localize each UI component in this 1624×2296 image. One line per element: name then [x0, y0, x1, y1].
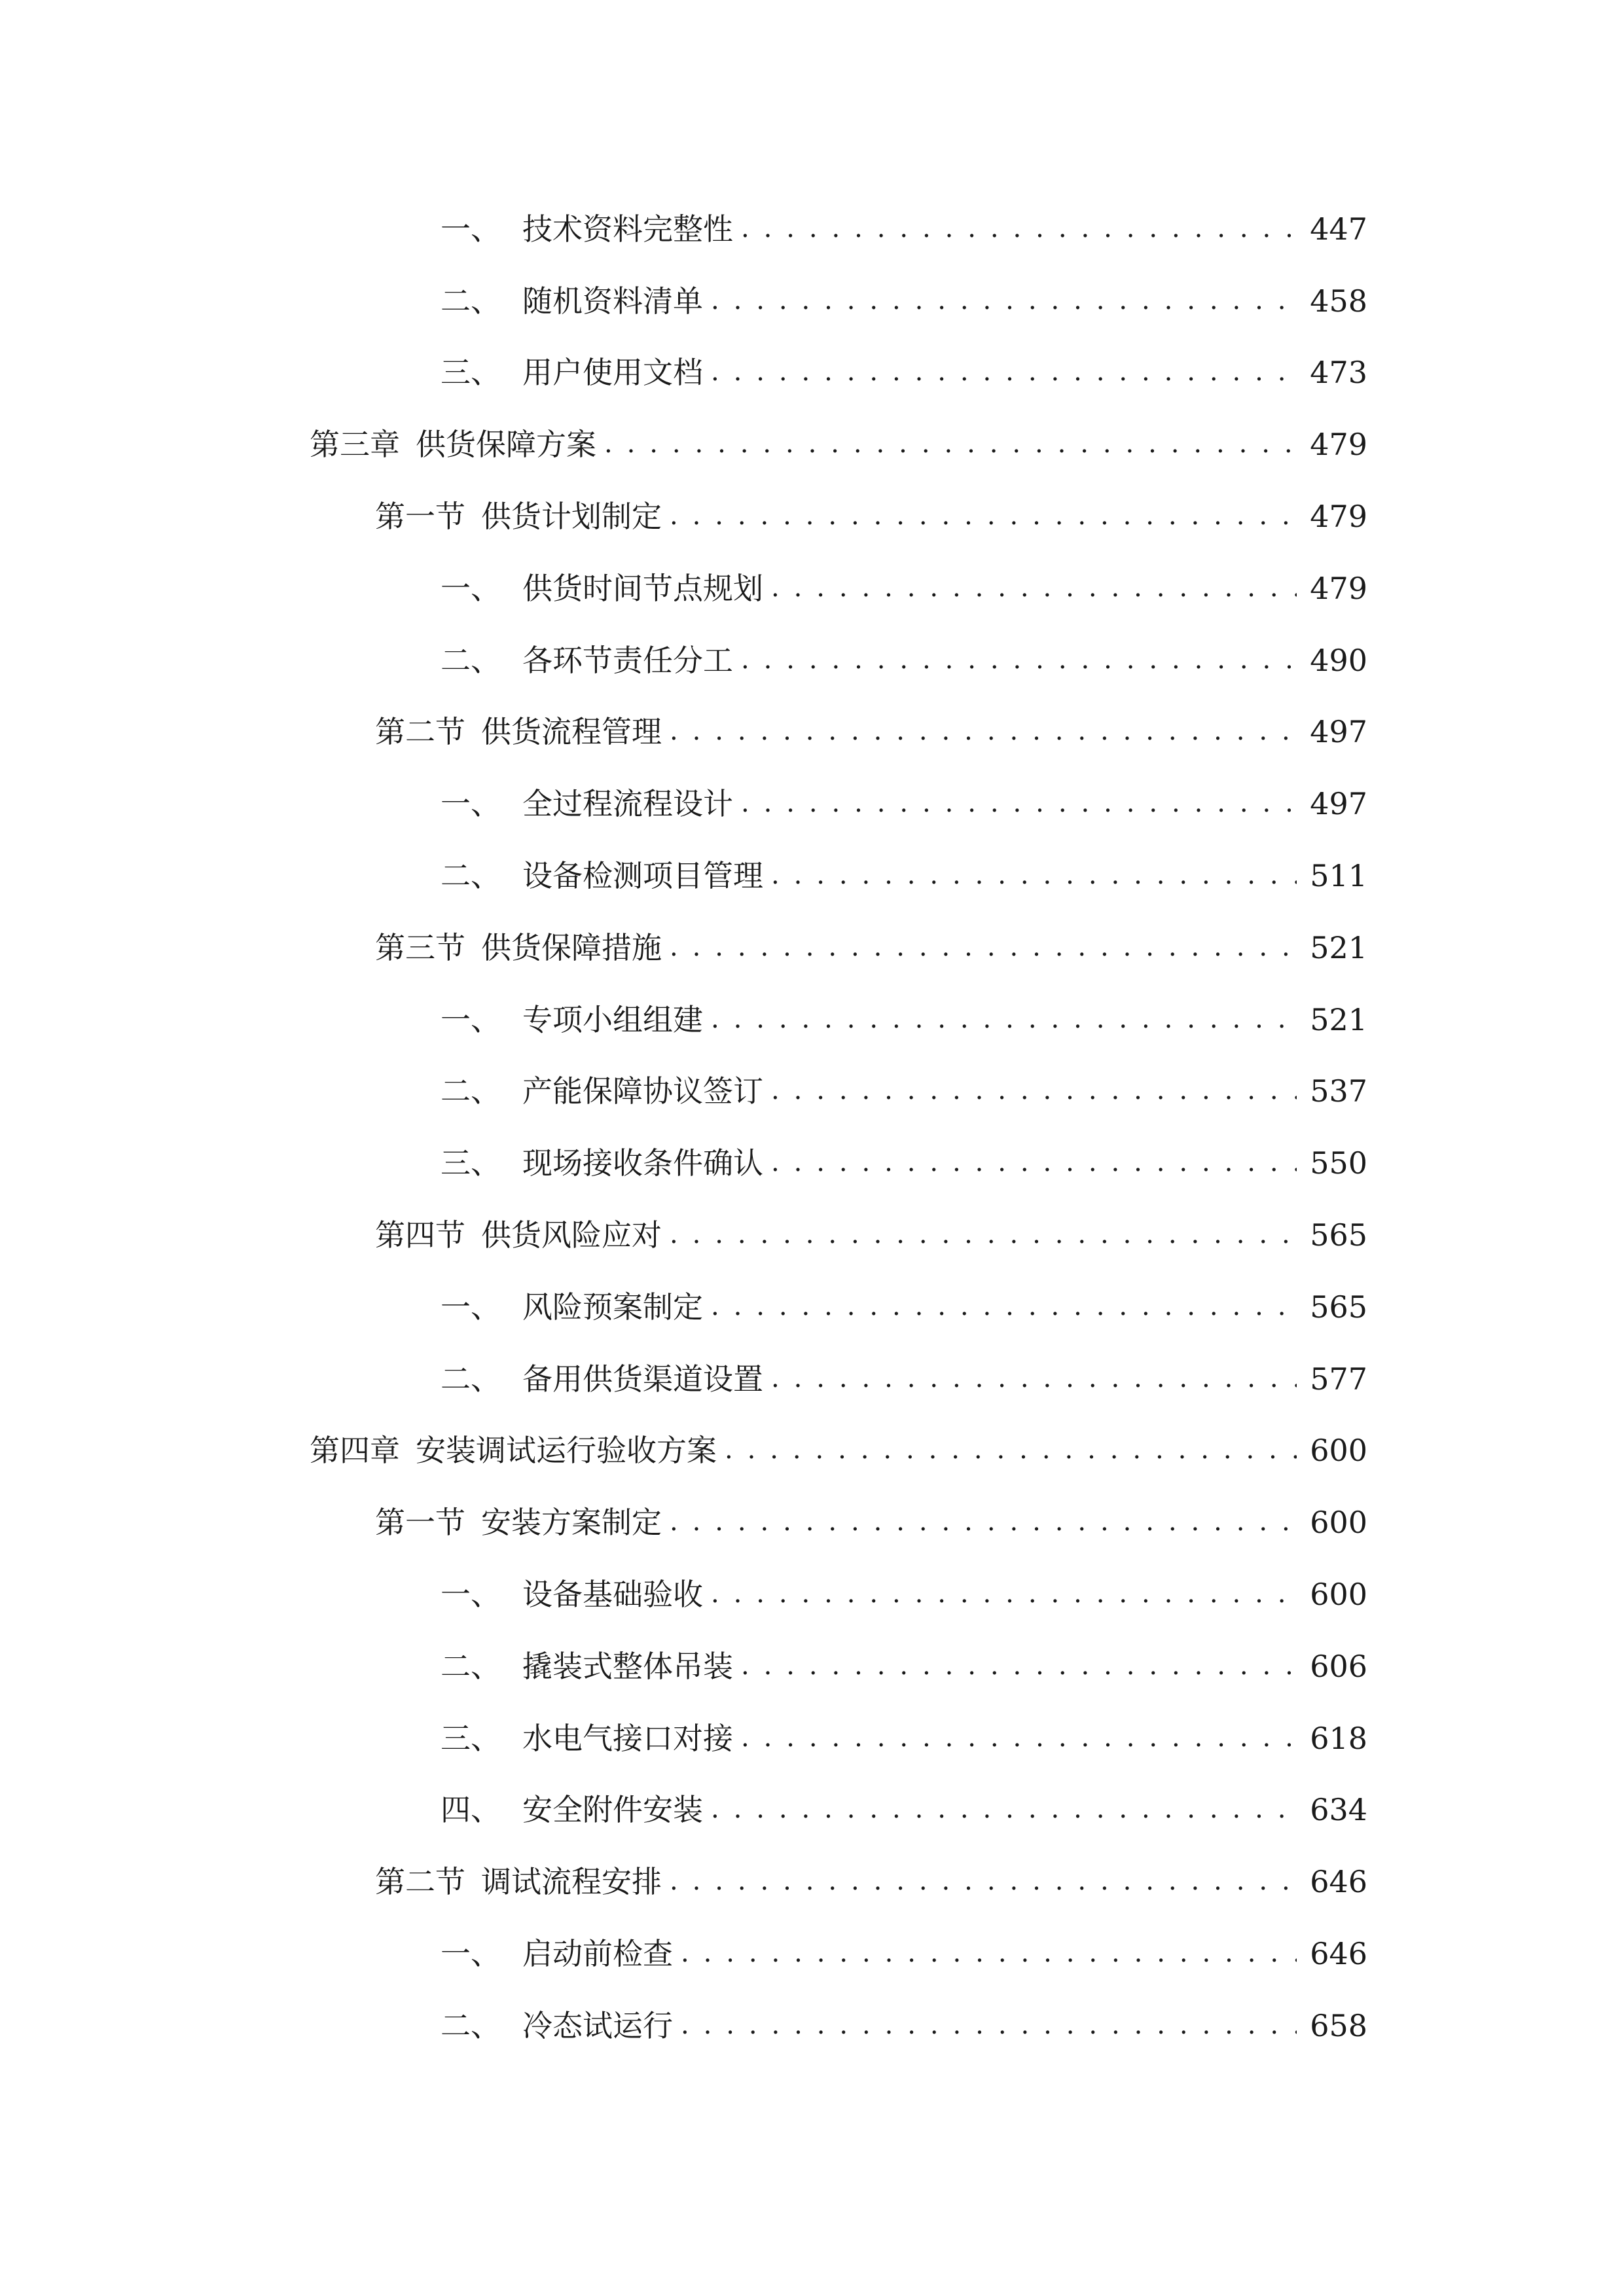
toc-entry-title: 供货保障措施	[481, 929, 662, 965]
dot-leader	[604, 429, 1297, 459]
toc-entry-page: 479	[1310, 499, 1367, 535]
toc-entry-title: 随机资料清单	[522, 283, 703, 319]
toc-entry-number: 第一节	[375, 1505, 465, 1541]
toc-entry[interactable]	[0, 1630, 1624, 1702]
dot-leader	[670, 933, 1297, 963]
toc-entry-title: 供货保障方案	[416, 427, 596, 463]
toc-entry-title: 安装调试运行验收方案	[416, 1433, 717, 1469]
toc-entry-number: 第二节	[375, 714, 465, 750]
dot-leader	[711, 357, 1297, 387]
toc-entry-section[interactable]	[0, 696, 1624, 768]
dot-leader	[711, 1292, 1297, 1322]
toc-entry[interactable]	[0, 1774, 1624, 1846]
dot-leader	[741, 789, 1297, 819]
toc-entry-number: 二、	[441, 858, 501, 894]
dot-leader	[741, 1651, 1297, 1681]
toc-entry-number: 一、	[441, 1001, 501, 1037]
toc-entry-page: 565	[1310, 1289, 1367, 1325]
toc-entry[interactable]	[0, 624, 1624, 696]
toc-entry-number: 二、	[441, 2007, 501, 2043]
toc-entry-number: 一、	[441, 1936, 501, 1972]
dot-leader	[670, 1220, 1297, 1250]
toc-entry-number: 二、	[441, 1648, 501, 1684]
toc-entry-page: 497	[1310, 714, 1367, 750]
toc-entry[interactable]	[0, 193, 1624, 265]
toc-entry[interactable]	[0, 1918, 1624, 1990]
toc-entry-title: 用户使用文档	[522, 355, 703, 391]
toc-entry[interactable]	[0, 552, 1624, 624]
toc-entry-title: 安全附件安装	[522, 1792, 703, 1828]
toc-entry-number: 第三章	[310, 427, 400, 463]
toc-entry-number: 三、	[441, 1720, 501, 1756]
toc-entry-page: 447	[1310, 211, 1367, 247]
toc-entry[interactable]	[0, 337, 1624, 409]
dot-leader	[711, 1005, 1297, 1035]
toc-entry-number: 二、	[441, 1073, 501, 1109]
toc-entry-title: 技术资料完整性	[522, 211, 733, 247]
toc-entry-title: 供货计划制定	[481, 499, 662, 535]
toc-entry[interactable]	[0, 840, 1624, 912]
toc-entry-number: 三、	[441, 355, 501, 391]
dot-leader	[741, 645, 1297, 675]
toc-entry-section[interactable]	[0, 1486, 1624, 1558]
toc-entry-page: 490	[1310, 642, 1367, 678]
toc-entry-page: 550	[1310, 1145, 1367, 1181]
dot-leader	[681, 2011, 1297, 2041]
toc-entry[interactable]	[0, 1343, 1624, 1415]
toc-entry-page: 634	[1310, 1792, 1367, 1828]
toc-entry-page: 646	[1310, 1864, 1367, 1900]
dot-leader	[681, 1939, 1297, 1969]
toc-entry-section[interactable]	[0, 1846, 1624, 1918]
toc-entry-page: 600	[1310, 1577, 1367, 1613]
toc-entry-title: 现场接收条件确认	[522, 1145, 763, 1181]
toc-entry-page: 473	[1310, 355, 1367, 391]
dot-leader	[711, 1579, 1297, 1609]
toc-entry-number: 二、	[441, 642, 501, 678]
dot-leader	[771, 1148, 1297, 1178]
toc-entry[interactable]	[0, 1271, 1624, 1343]
toc-entry-page: 658	[1310, 2007, 1367, 2043]
toc-entry-page: 606	[1310, 1648, 1367, 1684]
toc-entry-page: 537	[1310, 1073, 1367, 1109]
toc-entry-page: 511	[1310, 858, 1367, 894]
toc-entry-section[interactable]	[0, 480, 1624, 552]
toc-entry-title: 供货风险应对	[481, 1217, 662, 1253]
dot-leader	[670, 501, 1297, 531]
toc-entry-number: 四、	[441, 1792, 501, 1828]
toc-entry-title: 调试流程安排	[481, 1864, 662, 1900]
toc-entry-page: 600	[1310, 1505, 1367, 1541]
dot-leader	[741, 1723, 1297, 1753]
toc-entry-number: 一、	[441, 211, 501, 247]
toc-entry-number: 一、	[441, 1577, 501, 1613]
toc-entry-page: 565	[1310, 1217, 1367, 1253]
toc-entry-title: 设备基础验收	[522, 1577, 703, 1613]
toc-entry[interactable]	[0, 1558, 1624, 1630]
toc-entry-title: 安装方案制定	[481, 1505, 662, 1541]
toc-entry-title: 供货时间节点规划	[522, 570, 763, 606]
toc-entry-number: 第三节	[375, 929, 465, 965]
toc-entry-title: 备用供货渠道设置	[522, 1361, 763, 1397]
toc-entry-number: 一、	[441, 786, 501, 822]
toc-entry[interactable]	[0, 1056, 1624, 1128]
toc-entry-title: 设备检测项目管理	[522, 858, 763, 894]
toc-entry-page: 577	[1310, 1361, 1367, 1397]
toc-entry-title: 产能保障协议签订	[522, 1073, 763, 1109]
dot-leader	[771, 861, 1297, 891]
toc-entry-page: 479	[1310, 427, 1367, 463]
toc-entry[interactable]	[0, 1702, 1624, 1774]
toc-entry[interactable]	[0, 1127, 1624, 1199]
toc-entry-page: 458	[1310, 283, 1367, 319]
toc-entry-page: 618	[1310, 1720, 1367, 1756]
dot-leader	[670, 717, 1297, 747]
toc-entry-chapter[interactable]	[0, 408, 1624, 480]
dot-leader	[771, 1364, 1297, 1394]
toc-entry-page: 521	[1310, 1001, 1367, 1037]
toc-entry-title: 撬装式整体吊装	[522, 1648, 733, 1684]
toc-entry-page: 646	[1310, 1936, 1367, 1972]
dot-leader	[711, 286, 1297, 316]
toc-entry-number: 二、	[441, 1361, 501, 1397]
toc-entry-page: 521	[1310, 929, 1367, 965]
dot-leader	[670, 1507, 1297, 1537]
toc-entry-title: 风险预案制定	[522, 1289, 703, 1325]
toc-entry-title: 供货流程管理	[481, 714, 662, 750]
toc-entry-title: 启动前检查	[522, 1936, 673, 1972]
dot-leader	[725, 1435, 1297, 1465]
toc-entry-title: 冷态试运行	[522, 2007, 673, 2043]
toc-entry-number: 三、	[441, 1145, 501, 1181]
toc-entry-page: 600	[1310, 1433, 1367, 1469]
toc-entry-title: 专项小组组建	[522, 1001, 703, 1037]
toc-entry-number: 二、	[441, 283, 501, 319]
toc-entry[interactable]	[0, 984, 1624, 1056]
toc-entry-number: 一、	[441, 1289, 501, 1325]
toc-entry[interactable]	[0, 768, 1624, 840]
toc-entry-number: 第一节	[375, 499, 465, 535]
toc-entry-page: 497	[1310, 786, 1367, 822]
table-of-contents	[0, 193, 1624, 2062]
toc-entry-section[interactable]	[0, 1199, 1624, 1271]
dot-leader	[741, 214, 1297, 244]
toc-entry-title: 水电气接口对接	[522, 1720, 733, 1756]
toc-entry-section[interactable]	[0, 912, 1624, 984]
toc-entry-number: 第四章	[310, 1433, 400, 1469]
dot-leader	[711, 1795, 1297, 1825]
toc-entry[interactable]	[0, 265, 1624, 337]
dot-leader	[771, 573, 1297, 603]
dot-leader	[771, 1076, 1297, 1106]
toc-entry-page: 479	[1310, 570, 1367, 606]
toc-entry-number: 一、	[441, 570, 501, 606]
toc-entry-number: 第四节	[375, 1217, 465, 1253]
toc-entry[interactable]	[0, 1990, 1624, 2062]
toc-entry-title: 各环节责任分工	[522, 642, 733, 678]
toc-entry-title: 全过程流程设计	[522, 786, 733, 822]
toc-entry-chapter[interactable]	[0, 1415, 1624, 1487]
toc-entry-number: 第二节	[375, 1864, 465, 1900]
dot-leader	[670, 1867, 1297, 1897]
